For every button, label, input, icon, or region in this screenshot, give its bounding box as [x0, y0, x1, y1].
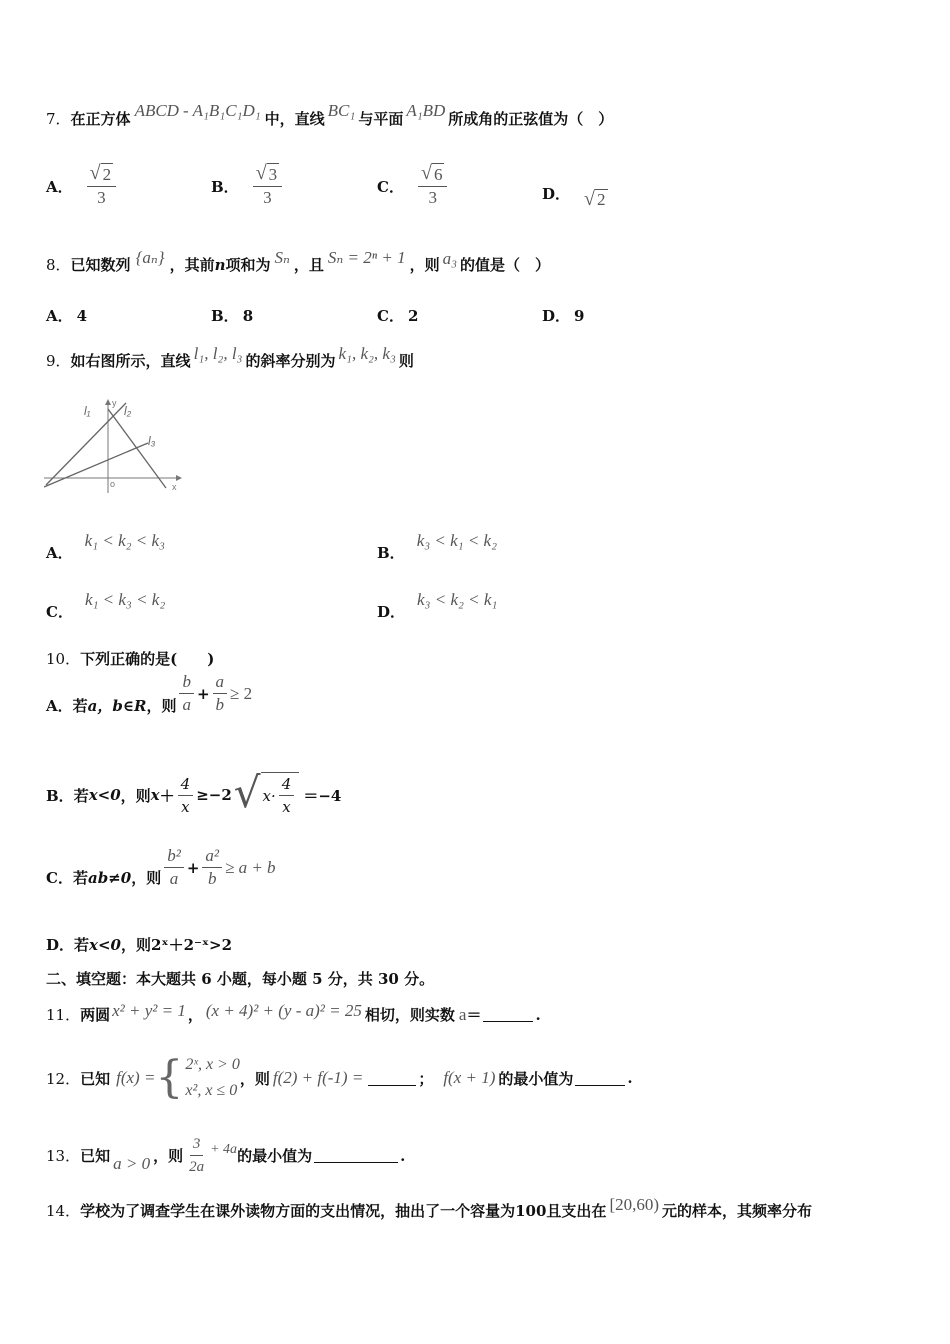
- numerator: 4: [178, 773, 194, 796]
- option-expr: k₁ < k₃ < k₂: [84, 589, 166, 609]
- option-value: 2: [407, 306, 419, 325]
- option-text-1: 若: [74, 936, 90, 954]
- option-tail: ≥ a + b: [225, 857, 276, 877]
- q9-figure: [44, 395, 184, 495]
- option-text-1: 若: [72, 697, 88, 715]
- q11-stem: [46, 1000, 541, 1025]
- option-vars: a，b∈R: [87, 697, 147, 715]
- option-label: B．: [211, 177, 239, 196]
- numerator: a: [213, 671, 228, 694]
- option-value: 8: [242, 306, 254, 325]
- radicand-x: x·: [262, 786, 276, 805]
- q8-number: 8．: [46, 256, 71, 274]
- q10-option-b[interactable]: [46, 768, 342, 818]
- line-l2: [108, 409, 166, 488]
- y-arrow: [105, 399, 111, 405]
- option-label: D．: [542, 307, 571, 325]
- denominator: 3: [263, 188, 272, 207]
- q7-text-2: 中，直线: [264, 110, 325, 128]
- denominator: 3: [428, 188, 437, 207]
- option-label: B．: [377, 544, 405, 562]
- q9-slopes: k₁, k₂, k₃: [338, 343, 396, 363]
- option-label: B．: [211, 307, 239, 325]
- fraction: √ 6 3: [418, 163, 447, 209]
- denominator: x: [181, 797, 190, 816]
- q9-lines: l₁, l₂, l₃: [193, 343, 243, 363]
- q9-text-3: 则: [398, 352, 414, 370]
- option-label: D．: [46, 936, 75, 954]
- option-text-1: 若: [72, 869, 88, 887]
- q7-line: BC₁: [327, 100, 356, 120]
- x-arrow: [176, 475, 182, 481]
- q9-option-d[interactable]: [377, 589, 498, 621]
- q8-term: a₃: [442, 248, 458, 268]
- q7-cube-dash: -: [182, 100, 189, 120]
- q12-piecewise: [155, 1052, 239, 1104]
- numerator: b: [179, 671, 194, 694]
- q7-option-a[interactable]: [46, 163, 119, 209]
- q7-cube-top: A₁B₁C₁D₁: [192, 100, 261, 120]
- q13-text-1: 已知: [80, 1147, 111, 1165]
- option-tail: ≥ 2: [230, 683, 253, 703]
- option-cond: x<0: [88, 786, 121, 804]
- fraction-a2-over-b: [202, 845, 222, 890]
- q7-option-b[interactable]: [211, 163, 285, 209]
- line-l3: [44, 443, 148, 487]
- option-label: D．: [542, 185, 571, 203]
- q13-number: 13．: [46, 1147, 81, 1165]
- q12-text-3: 的最小值为: [498, 1069, 574, 1088]
- q14-text-1: 学校为了调查学生在课外读物方面的支出情况，抽出了一个容量为: [80, 1202, 516, 1220]
- section-title-text: 二、填空题：本大题共 6 小题，每小题 5 分，共 30 分。: [46, 970, 435, 988]
- q13-text-3: 的最小值为: [237, 1147, 313, 1165]
- radicand: 2: [597, 190, 606, 209]
- option-label: B．: [46, 786, 74, 805]
- option-label: A．: [46, 544, 73, 562]
- plus-sign: +: [186, 858, 200, 877]
- q8-option-b[interactable]: [211, 305, 253, 326]
- q8-stem: [46, 247, 551, 275]
- label-origin: o: [110, 479, 116, 489]
- q14-size: 100: [515, 1201, 547, 1220]
- numerator: b²: [164, 845, 184, 868]
- option-value: 9: [574, 306, 585, 325]
- q7-option-d[interactable]: [542, 183, 608, 210]
- numerator: 4: [279, 773, 295, 796]
- q12-expr: f(2) + f(-1) =: [272, 1068, 364, 1087]
- q7-plane: A₁BD: [406, 100, 446, 120]
- q7-option-c[interactable]: [377, 163, 450, 209]
- radical: √ x· $\frac{4}{x}$: [234, 772, 300, 818]
- q11-answer-blank[interactable]: [483, 1007, 533, 1022]
- denominator: a: [169, 869, 179, 888]
- q14-text-2: 且支出在: [546, 1202, 607, 1220]
- q11-text-2: 相切，则实数: [364, 1006, 455, 1024]
- denominator: b: [207, 869, 217, 888]
- q9-text-2: 的斜率分别为: [245, 352, 336, 370]
- option-text-2: ，则: [131, 869, 162, 887]
- label-y: y: [112, 398, 117, 408]
- q7-text-3: 与平面: [358, 110, 404, 128]
- q14-stem: [46, 1194, 813, 1221]
- denominator: b: [215, 695, 225, 714]
- numerator: 3: [190, 1133, 204, 1156]
- case-1: 2ˣ, x > 0: [185, 1056, 240, 1073]
- fraction-b-over-a: [179, 671, 194, 716]
- q10-option-c[interactable]: [46, 846, 276, 900]
- option-label: D．: [377, 603, 406, 621]
- q14-text-3: 元的样本，其频率分布: [662, 1202, 813, 1220]
- ge-sign: ≥−2: [196, 786, 232, 804]
- option-x: x: [150, 786, 160, 804]
- q10-stem: [46, 648, 214, 669]
- q7-text-4: 所成角的正弦值为（ ）: [448, 110, 614, 128]
- q11-var: a: [458, 1004, 467, 1024]
- q13-cond: a > 0: [113, 1153, 151, 1173]
- label-l3: l₃: [148, 434, 156, 448]
- q12-text-2: ，则: [239, 1069, 270, 1088]
- option-expr: k₃ < k₂ < k₁: [417, 589, 498, 609]
- q11-circle-1: x² + y² = 1: [112, 1000, 186, 1020]
- q7-text-1: 在正方体: [70, 110, 131, 128]
- fraction-inner: [279, 773, 295, 818]
- q8-text-1: 已知数列: [70, 256, 131, 274]
- fraction-b2-over-a: [164, 845, 184, 890]
- q12-answer-blank-1[interactable]: [368, 1071, 416, 1086]
- plus-sign: +: [196, 684, 210, 703]
- option-text-1: 若: [73, 786, 89, 805]
- eq-sign: ＝−4: [303, 786, 342, 805]
- q13-text-2: ，则: [153, 1147, 184, 1165]
- q9-text-1: 如右图所示，直线: [70, 352, 191, 370]
- q9-number: 9．: [46, 352, 71, 370]
- q12-stem: [46, 1052, 633, 1104]
- label-x: x: [172, 482, 177, 492]
- denominator: x: [282, 798, 291, 816]
- q13-stem: [46, 1133, 405, 1178]
- q7-stem: [46, 100, 614, 129]
- q8-option-d[interactable]: [542, 305, 584, 326]
- q10-option-a[interactable]: [46, 672, 253, 728]
- option-cond: x<0: [89, 935, 121, 954]
- section-2-title: [46, 968, 434, 989]
- q8-formula: Sₙ = 2ⁿ + 1: [327, 247, 406, 267]
- fraction-4-over-x: [178, 773, 194, 818]
- q12-number: 12．: [46, 1069, 81, 1088]
- fraction-a-over-b: [213, 671, 228, 716]
- q10-text: 下列正确的是( ): [80, 650, 215, 668]
- q14-interval: [20,60): [609, 1194, 660, 1214]
- q11-eq: ＝: [466, 1006, 482, 1024]
- q11-text-1: 两圆: [80, 1006, 111, 1024]
- option-label: C．: [377, 177, 404, 196]
- q8-sequence: {aₙ}: [135, 247, 165, 267]
- option-value: 4: [76, 306, 88, 325]
- q14-number: 14．: [46, 1202, 81, 1220]
- q9-stem: [46, 343, 414, 371]
- q13-tail: + 4a: [210, 1141, 238, 1157]
- denominator: a: [182, 695, 191, 714]
- option-text-2: ，则: [120, 786, 151, 805]
- denominator: 2a: [189, 1159, 205, 1175]
- q13-answer-blank[interactable]: [314, 1148, 398, 1163]
- q12-function: f(x) =: [116, 1068, 156, 1087]
- q9-option-a[interactable]: [46, 530, 165, 562]
- option-expr: 2ˣ＋2⁻ˣ>2: [151, 936, 233, 954]
- q8-n: n: [214, 255, 226, 274]
- option-expr: k₃ < k₁ < k₂: [416, 530, 497, 550]
- fraction: √ 2 3: [87, 163, 116, 209]
- q8-text-3: 项和为: [225, 256, 271, 274]
- q9-option-b[interactable]: [377, 530, 497, 562]
- q9-option-c[interactable]: [46, 589, 166, 621]
- q12-text-1: 已知: [80, 1069, 111, 1088]
- q8-text-4: ，且: [293, 256, 324, 274]
- option-label: A．: [46, 177, 73, 196]
- q13-fraction: [186, 1133, 207, 1178]
- q12-end: .: [627, 1069, 633, 1087]
- option-expr: k₁ < k₂ < k₃: [84, 530, 165, 550]
- q11-comma: ，: [187, 1006, 203, 1024]
- numerator: a²: [202, 845, 222, 868]
- label-l2: l₂: [124, 404, 132, 418]
- plus-sign: ＋: [159, 786, 175, 805]
- denominator: 3: [97, 188, 106, 207]
- q8-text-5: ，则: [409, 256, 440, 274]
- numerator: 6: [433, 165, 443, 184]
- case-2: x², x ≤ 0: [185, 1082, 238, 1099]
- q7-number: 7．: [46, 110, 71, 128]
- q8-text-6: 的值是（ ）: [460, 256, 551, 274]
- q8-option-c[interactable]: [377, 305, 418, 326]
- q8-option-a[interactable]: [46, 305, 87, 326]
- q11-circle-2: (x + 4)² + (y - a)² = 25: [205, 1000, 362, 1020]
- brace-icon: {: [155, 1052, 184, 1103]
- option-cond: ab≠0: [87, 868, 132, 887]
- q12-semicolon: ；: [418, 1069, 434, 1088]
- radical: √ 2: [584, 188, 606, 210]
- numerator: 2: [102, 165, 112, 184]
- option-text-2: ，则: [146, 697, 177, 715]
- q11-number: 11．: [46, 1006, 81, 1024]
- q8-sum: Sₙ: [274, 247, 290, 267]
- q11-end: .: [535, 1005, 541, 1024]
- option-label: C．: [46, 603, 73, 621]
- option-label: A．: [46, 307, 73, 325]
- numerator: 3: [268, 165, 278, 184]
- option-label: A．: [46, 697, 73, 715]
- option-label: C．: [377, 307, 404, 325]
- q12-answer-blank-2[interactable]: [575, 1071, 625, 1086]
- option-text-2: ，则: [120, 936, 151, 954]
- q13-end: .: [400, 1146, 406, 1165]
- label-l1: l₁: [84, 404, 91, 418]
- q10-option-d[interactable]: [46, 934, 232, 955]
- fraction: √ 3 3: [253, 163, 282, 209]
- q8-text-2: ，其前: [169, 256, 215, 274]
- q12-expr2: f(x + 1): [443, 1068, 496, 1087]
- q10-number: 10．: [46, 650, 81, 668]
- option-label: C．: [46, 869, 73, 887]
- q7-cube: ABCD: [134, 100, 179, 120]
